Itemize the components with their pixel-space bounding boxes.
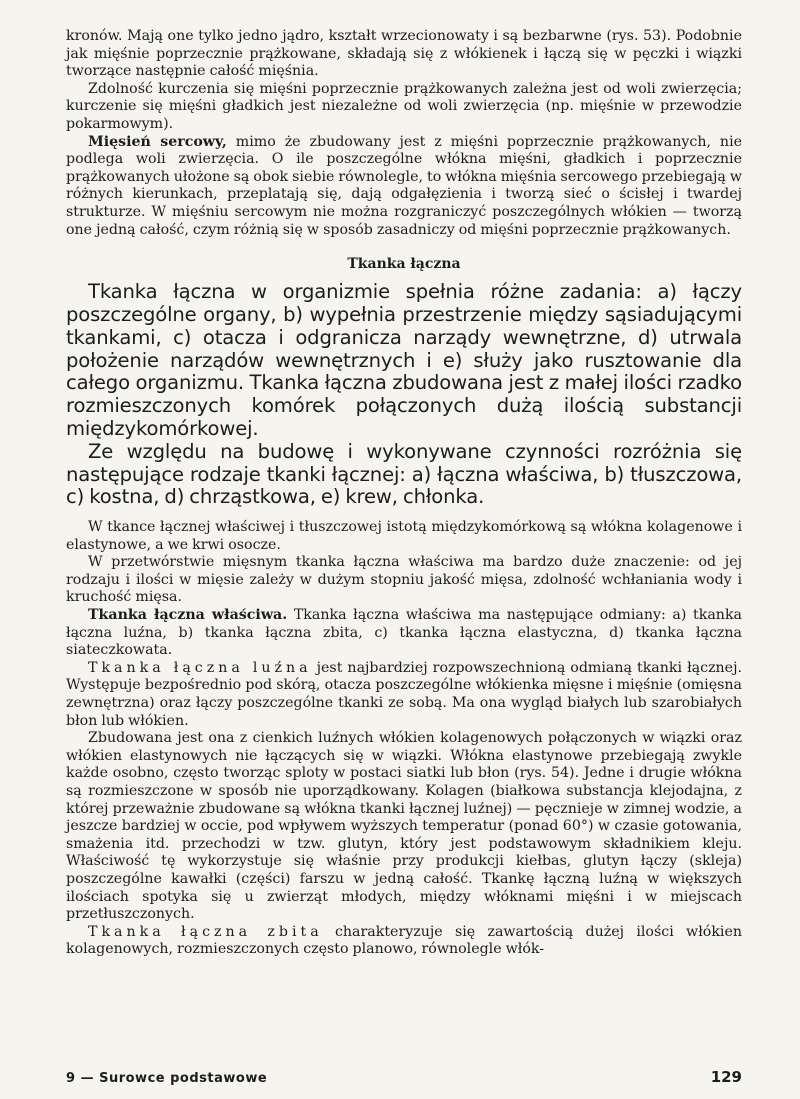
paragraph-smooth-muscle: kronów. Mają one tylko jedno jądro, kształt wrzecionowaty i są bezbarwne (rys. 53). Podobnie jak mięśnie poprzecznie prążkowane, składają się z włókienek i łączą się w pęczki i wiązki tworzące następnie całość mięśnia. xyxy=(66,28,742,80)
paragraph-connective-tasks: Tkanka łączna w organizmie spełnia różne zadania: a) łączy poszczególne organy, b) wypełnia przestrzenie między sąsiadującymi tkankami, c) otacza i odgranicza narządy wewnętrzne, d) utrwala położenie narządów wewnętrznych i e) służy jako rusztowanie dla całego organizmu. Tkanka łączna zbudowana jest z małej ilości rzadko rozmieszczonych komórek połączonych dużą ilością substancji międzykomórkowej. xyxy=(66,280,742,440)
paragraph-meat-processing: W przetwórstwie mięsnym tkanka łączna właściwa ma bardzo duże znaczenie: od jej rodzaju i ilości w mięsie zależy w dużym stopniu jakość mięsa, zdolność wchłaniania wody i kruchość mięsa. xyxy=(66,554,742,606)
heart-muscle-text: mimo że zbudowany jest z mięśni poprzecznie prążkowanych, nie podlega woli zwierzęcia. O ile poszczególne włókna mięśni, gładkich i poprzecznie prążkowanych ułożone są obok siebie równolegle, to włókna mięśnia sercowego przebiegają w różnych kierunkach, przeplatają się, dają odgałęzienia i tworzą sieć o ścisłej i twardej strukturze. W mięśniu sercowym nie można rozgraniczyć poszczególnych włókien — tworzą one jedną całość, czym różnią się w sposób zasadniczy od mięśni poprzecznie prążkowanych. xyxy=(66,133,742,238)
proper-tissue-text: Tkanka łączna właściwa ma następujące odmiany: a) tkanka łączna luźna, b) tkanka łączna zbita, c) tkanka łączna elastyczna, d) tkanka łączna siateczkowata. xyxy=(66,607,742,659)
section-heading: Tkanka łączna xyxy=(347,256,461,273)
page-number: 129 xyxy=(710,1068,742,1086)
paragraph-loose-tissue xyxy=(66,660,742,730)
term-dense-tissue: Tkanka łączna zbita xyxy=(88,923,323,940)
term-proper-tissue: Tkanka łączna właściwa. xyxy=(88,607,288,624)
dense-tissue-text: charakteryzuje się zawartością dużej ilości włókien kolagenowych, rozmieszczonych często planowo, równolegle włók- xyxy=(66,923,742,958)
paragraph-proper-tissue xyxy=(66,607,742,660)
paragraph-contraction: Zdolność kurczenia się mięśni poprzecznie prążkowanych zależna jest od woli zwierzęcia; kurczenie się mięśni gładkich jest niezależne od woli zwierzęcia (np. mięśnie w przewodzie pokarmowym). xyxy=(66,80,742,132)
paragraph-intercellular: W tkance łącznej właściwej i tłuszczowej istotą międzykomórkową są włókna kolagenowe i elastynowe, a we krwi osocze. xyxy=(66,519,742,553)
running-footer: 9 — Surowce podstawowe xyxy=(66,1071,268,1086)
loose-tissue-text: jest najbardziej rozpowszechnioną odmianą tkanki łącznej. Występuje bezpośrednio pod skórą, otacza poszczególne włókienka mięsne i mięśnie (omięsna zewnętrzna) oraz łączy poszczególne tkanki ze sobą. Ma ona wygląd białych lub szarobiałych błon lub włókien. xyxy=(66,659,742,729)
term-loose-tissue: Tkanka łączna luźna xyxy=(88,659,312,676)
paragraph-connective-types: Ze względu na budowę i wykonywane czynności rozróżnia się następujące rodzaje tkanki łącznej: a) łączna właściwa, b) tłuszczowa, c) kostna, d) chrząstkowa, e) krew, chłonka. xyxy=(66,439,742,509)
paragraph-dense-tissue xyxy=(66,924,742,959)
paragraph-heart-muscle xyxy=(66,134,742,240)
page-footer xyxy=(66,1068,742,1086)
paragraph-structure: Zbudowana jest ona z cienkich luźnych włókien kolagenowych połączonych w wiązki oraz włókien elastynowych nie łączących się w wiązki. Włókna elastynowe przebiegają zwykle każde osobno, często tworząc sploty w postaci siatki lub błon (rys. 54). Jedne i drugie włókna są rozmieszczone w sposób nie uporządkowany. Kolagen (białkowa substancja klejodajna, z której przeważnie zbudowane są włókna tkanki łącznej luźnej) — pęcznieje w zimnej wodzie, a jeszcze bardziej w occie, pod wpływem wyższych temperatur (ponad 60°) w czasie gotowania, smażenia itd. przechodzi w tzw. glutyn, który jest podstawowym składnikiem kleju. Właściwość tę wykorzystuje się właśnie przy produkcji kiełbas, glutyn łączy (skleja) poszczególne kawałki (części) farszu w jedną całość. Tkankę łączną luźną w większych ilościach spotyka się u zwierząt młodych, między włóknami mięśni i w miejscach przetłuszczonych. xyxy=(66,730,742,923)
large-print-block xyxy=(66,281,742,509)
page-body xyxy=(66,28,742,959)
term-heart-muscle: Mięsień sercowy, xyxy=(88,133,227,150)
